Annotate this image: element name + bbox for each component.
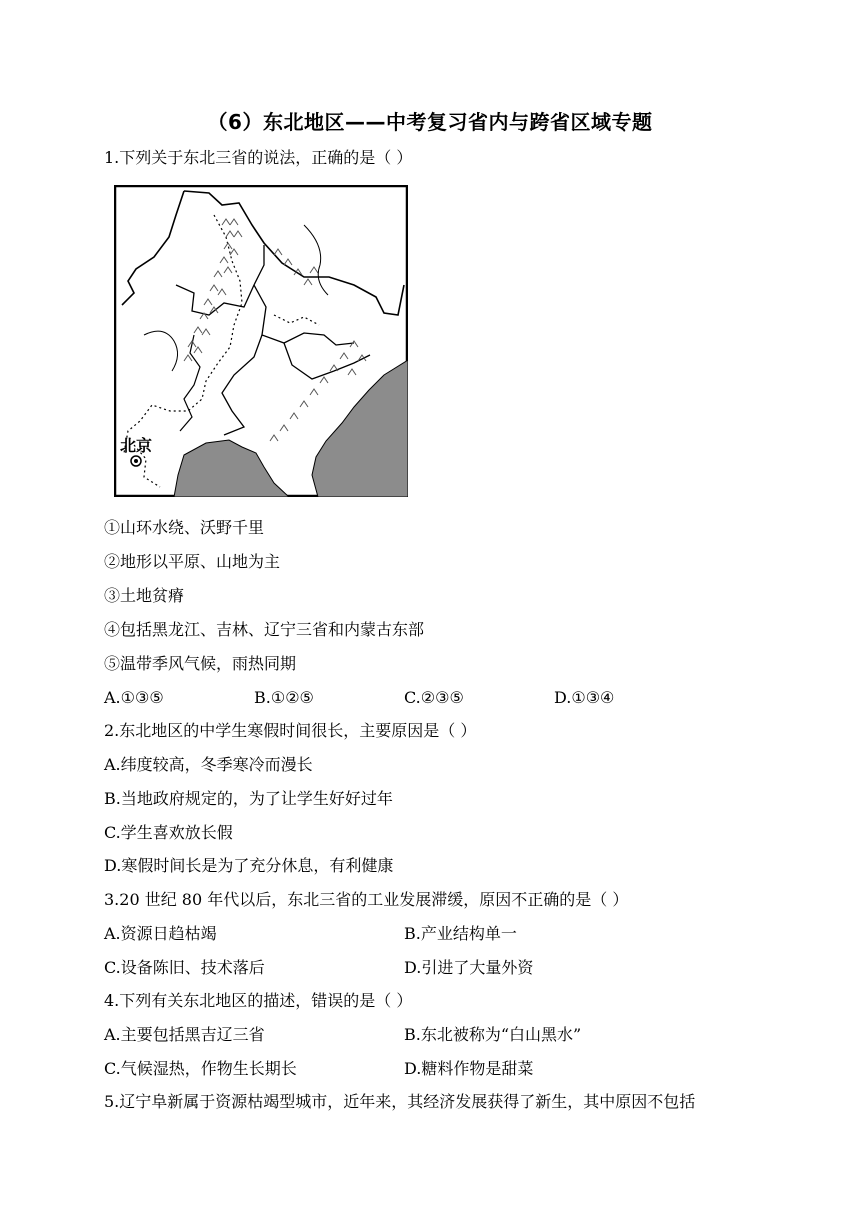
q1-stem: 1.下列关于东北三省的说法，正确的是（ ） <box>104 148 413 167</box>
page-title: （6）东北地区——中考复习省内与跨省区域专题 <box>207 110 653 134</box>
q3-option-b: B.产业结构单一 <box>404 924 517 943</box>
q3-option-d: D.引进了大量外资 <box>404 958 534 977</box>
q1-option-a: A.①③⑤ <box>104 688 164 707</box>
q1-statement-4: ④包括黑龙江、吉林、辽宁三省和内蒙古东部 <box>104 620 425 639</box>
q1-option-b: B.①②⑤ <box>254 688 314 707</box>
q4-option-b: B.东北被称为“白山黑水” <box>404 1025 582 1044</box>
q2-stem: 2.东北地区的中学生寒假时间很长，主要原因是（ ） <box>104 721 477 740</box>
northeast-china-map <box>114 185 408 497</box>
q1-statement-3: ③土地贫瘠 <box>104 586 185 605</box>
q2-option-a: A.纬度较高，冬季寒冷而漫长 <box>104 755 313 774</box>
q3-option-a: A.资源日趋枯竭 <box>104 924 217 943</box>
q4-stem: 4.下列有关东北地区的描述，错误的是（ ） <box>104 991 413 1010</box>
q1-statement-5: ⑤温带季风气候，雨热同期 <box>104 654 297 673</box>
q3-option-c: C.设备陈旧、技术落后 <box>104 958 265 977</box>
q1-option-d: D.①③④ <box>554 688 615 707</box>
q4-option-d: D.糖料作物是甜菜 <box>404 1059 534 1078</box>
beijing-label: 北京 <box>120 436 153 455</box>
q3-stem: 3.20 世纪 80 年代以后，东北三省的工业发展滞缓，原因不正确的是（ ） <box>104 890 629 909</box>
q1-statement-2: ②地形以平原、山地为主 <box>104 552 281 571</box>
q2-option-b: B.当地政府规定的，为了让学生好好过年 <box>104 789 393 808</box>
q1-option-c: C.②③⑤ <box>404 688 464 707</box>
q1-statement-1: ①山环水绕、沃野千里 <box>104 518 265 537</box>
q4-option-a: A.主要包括黑吉辽三省 <box>104 1025 265 1044</box>
q5-stem: 5.辽宁阜新属于资源枯竭型城市，近年来，其经济发展获得了新生，其中原因不包括 <box>104 1092 696 1111</box>
q2-option-d: D.寒假时间长是为了充分休息，有利健康 <box>104 856 394 875</box>
q2-option-c: C.学生喜欢放长假 <box>104 823 233 842</box>
q4-option-c: C.气候湿热，作物生长期长 <box>104 1059 297 1078</box>
